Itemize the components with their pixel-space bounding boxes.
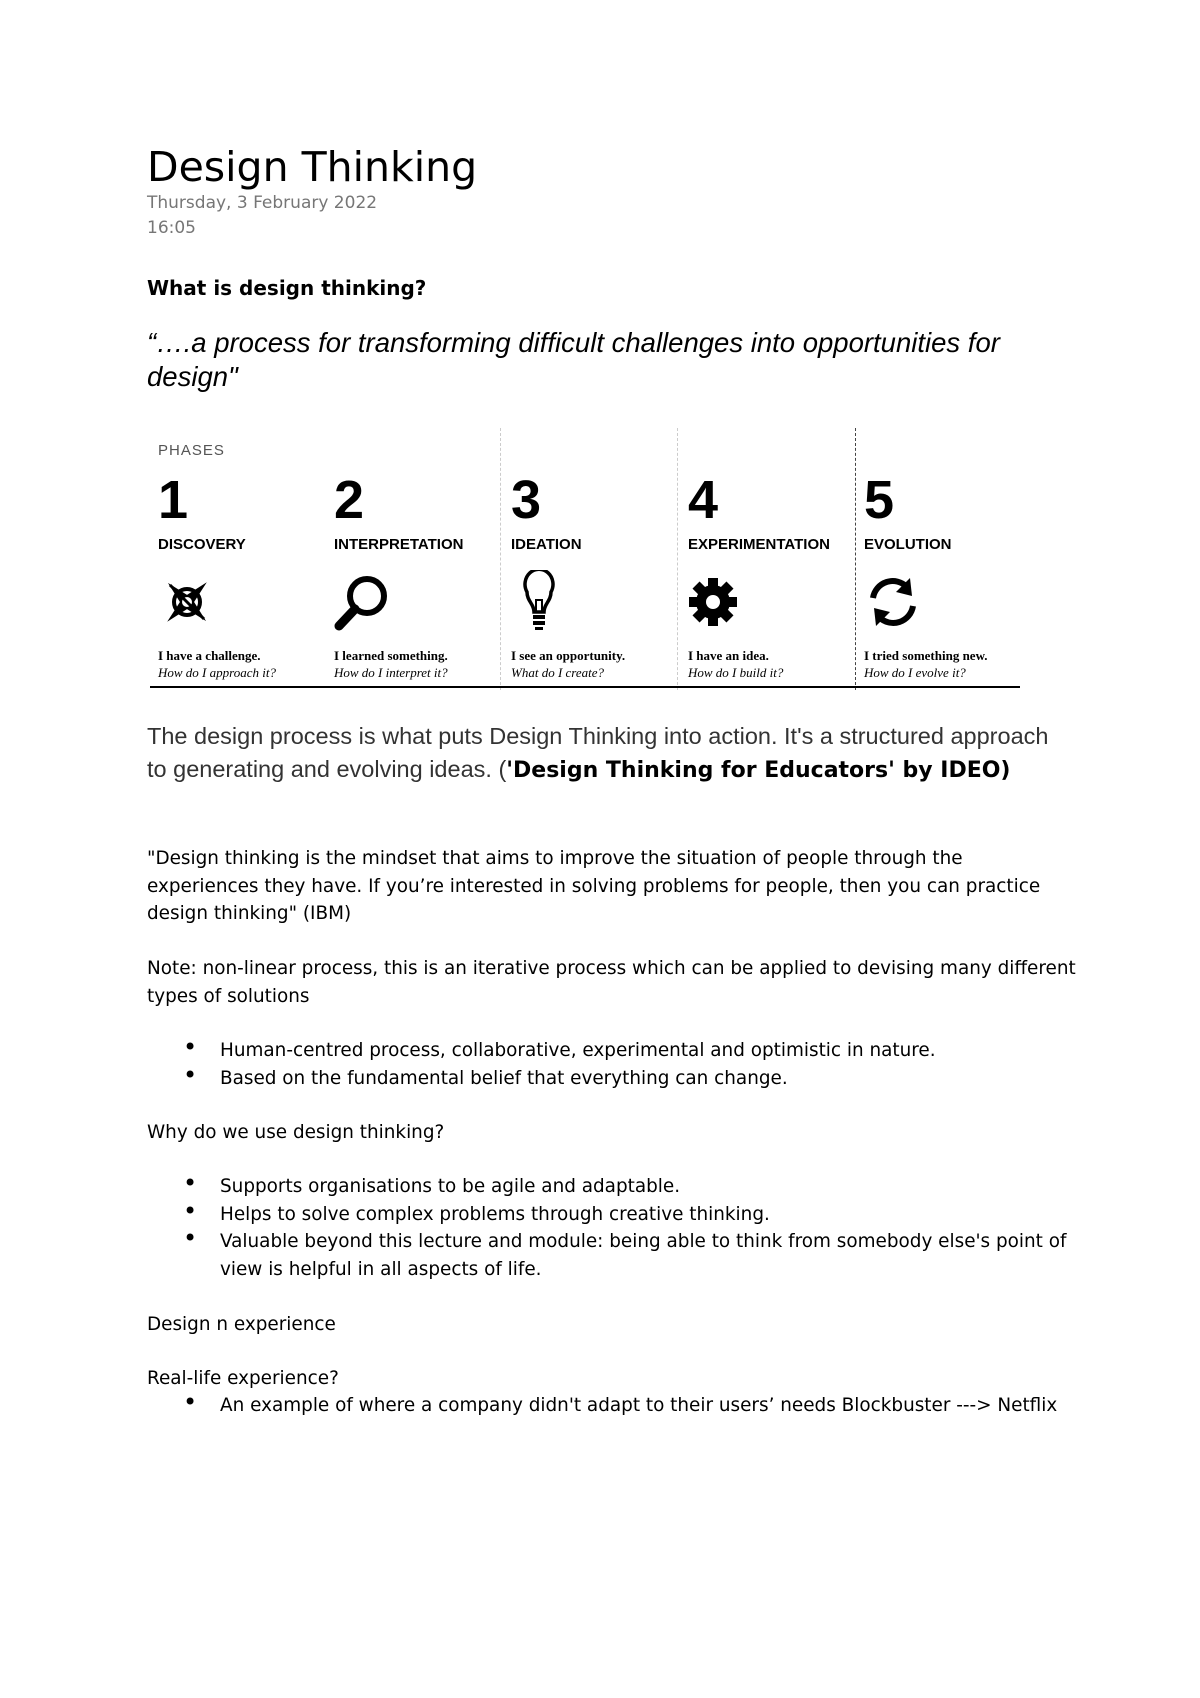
phase-number: 5: [864, 470, 895, 530]
phase-name: IDEATION: [511, 536, 582, 553]
why-list: [147, 1173, 1067, 1283]
list-item: • Valuable beyond this lecture and module: being able to think from somebody else's point of view is helpful in all aspects of life.: [147, 1228, 1067, 1283]
phase-name: EXPERIMENTATION: [688, 536, 830, 553]
note-paragraph: Note: non-linear process, this is an iterative process which can be applied to devising many different types of solutions: [147, 958, 1076, 1007]
process-paragraph: [147, 720, 1067, 787]
phase-statement: I see an opportunity.: [511, 648, 626, 663]
definition-quote: “….a process for transforming difficult challenges into opportunities for design": [147, 327, 1000, 392]
process-text: The design process is what puts Design Thinking into action. It's a structured approach to generating and evolving ideas. (: [147, 723, 1049, 782]
phase-number: 1: [158, 470, 189, 530]
list-item: • Based on the fundamental belief that everything can change.: [147, 1065, 1067, 1093]
list-item: • An example of where a company didn't adapt to their users’ needs Blockbuster ---> Netflix: [147, 1392, 1067, 1420]
gear-icon: [686, 570, 748, 634]
note-date: Thursday, 3 February 2022: [147, 193, 378, 213]
phase-question: What do I create?: [511, 665, 605, 680]
phase-interpretation: [326, 470, 502, 685]
list-item: • Helps to solve complex problems through creative thinking.: [147, 1201, 1067, 1229]
process-source: 'Design Thinking for Educators' by IDEO): [506, 758, 1011, 783]
nature-list: [147, 1037, 1067, 1092]
phase-statement: I learned something.: [334, 648, 448, 663]
real-life-heading: Real-life experience?: [147, 1368, 339, 1389]
phase-evolution: [856, 470, 1032, 685]
phase-name: EVOLUTION: [864, 536, 952, 553]
note-time: 16:05: [147, 218, 196, 238]
example-list: [147, 1392, 1067, 1420]
design-n-experience: Design n experience: [147, 1314, 336, 1335]
phase-name: DISCOVERY: [158, 536, 246, 553]
ibm-quote: "Design thinking is the mindset that aims to improve the situation of people through the experiences they have. If you’re interested in solving problems for people, then you can practice design thinking" (IBM): [147, 848, 1041, 924]
phases-diagram: [150, 428, 1030, 690]
phase-statement: I have a challenge.: [158, 648, 261, 663]
lightbulb-icon: [509, 570, 571, 634]
list-item: • Supports organisations to be agile and adaptable.: [147, 1173, 1067, 1201]
diagram-baseline: [150, 686, 1020, 688]
phase-question: How do I interpret it?: [334, 665, 448, 680]
phases-label: PHASES: [158, 442, 225, 459]
phase-name: INTERPRETATION: [334, 536, 464, 553]
phase-question: How do I evolve it?: [864, 665, 966, 680]
phase-ideation: [503, 470, 679, 685]
why-heading: Why do we use design thinking?: [147, 1122, 445, 1143]
question-heading: What is design thinking?: [147, 276, 427, 300]
refresh-icon: [862, 570, 924, 634]
phase-statement: I have an idea.: [688, 648, 769, 663]
phase-statement: I tried something new.: [864, 648, 988, 663]
magnifier-icon: [332, 570, 394, 634]
page-title: Design Thinking: [147, 143, 478, 191]
list-item: • Human-centred process, collaborative, experimental and optimistic in nature.: [147, 1037, 1067, 1065]
phase-question: How do I build it?: [688, 665, 784, 680]
phase-discovery: [150, 470, 326, 685]
phase-experimentation: [680, 470, 856, 685]
phase-number: 2: [334, 470, 365, 530]
phase-number: 4: [688, 470, 719, 530]
phase-question: How do I approach it?: [158, 665, 276, 680]
phase-number: 3: [511, 470, 542, 530]
compass-icon: [156, 570, 218, 634]
